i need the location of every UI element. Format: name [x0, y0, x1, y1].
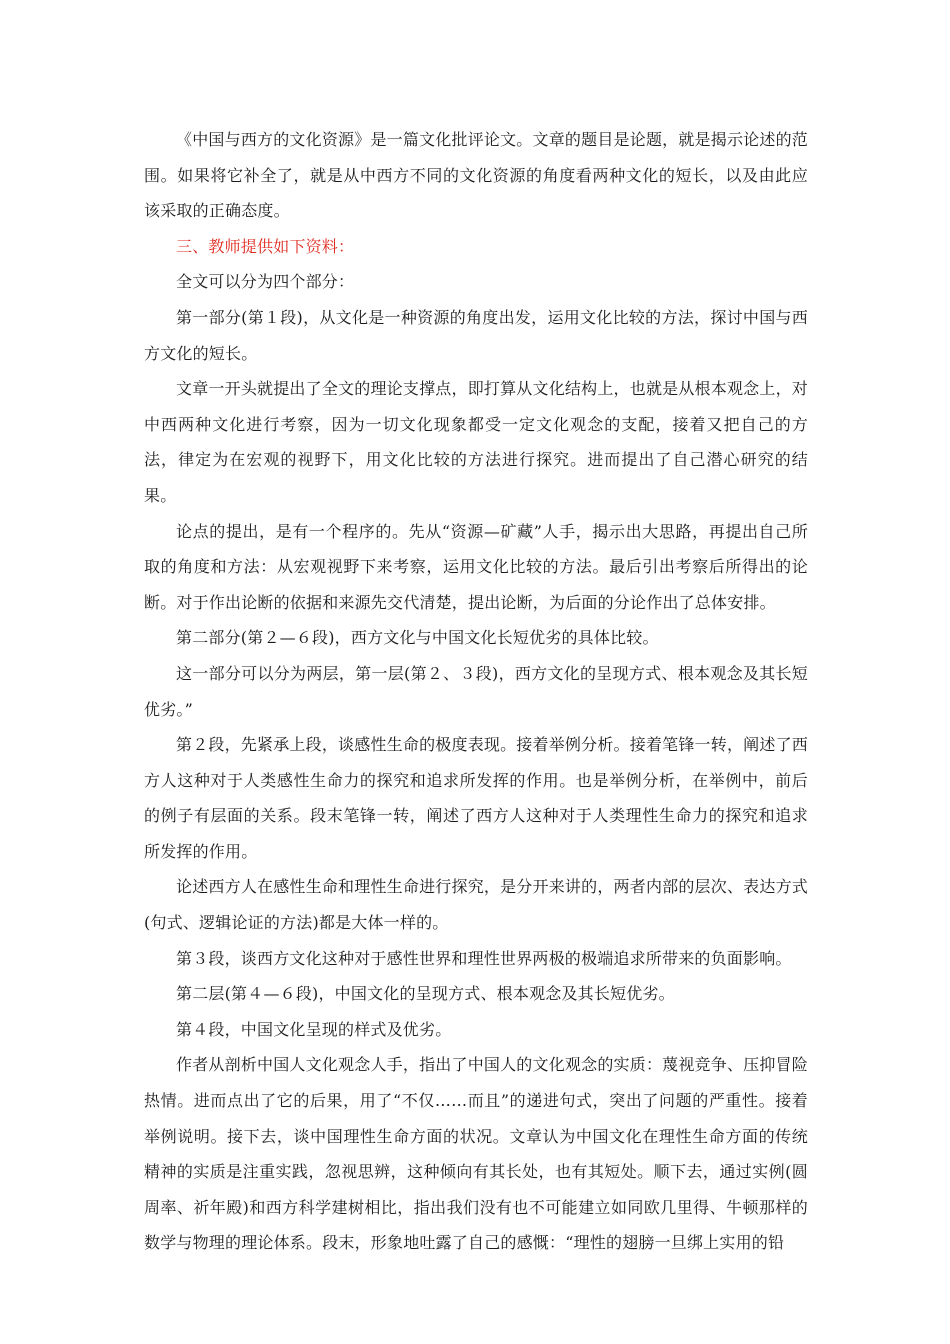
paragraph-section-two: 第２段，先紧承上段，谈感性生命的极度表现。接着举例分析。接着笔锋一转，阐述了西方人这种对于人类感性生命力的探究和追求所发挥的作用。也是举例分析，在举例中，前后的例子有层面的关系。段末笔锋一转，阐述了西方人这种对于人类理性生命力的探究和追求所发挥的作用。 — [144, 735, 808, 861]
paragraph-layer-one: 这一部分可以分为两层，第一层(第２、３段)，西方文化的呈现方式、根本观念及其长短优劣。” — [144, 663, 808, 719]
document-page — [144, 122, 808, 1261]
paragraph-part-one: 第一部分(第１段)，从文化是一种资源的角度出发，运用文化比较的方法，探讨中国与西方文化的短长。 — [144, 307, 808, 363]
paragraph-chinese-culture-analysis: 作者从剖析中国人文化观念人手，指出了中国人的文化观念的实质：蔑视竞争、压抑冒险热情。进而点出了它的后果，用了“不仅……而且”的递进句式，突出了问题的严重性。接着举例说明。接下去，谈中国理性生命方面的状况。文章认为中国文化在理性生命方面的传统精神的实质是注重实践，忽视思辨，这种倾向有其长处，也有其短处。顺下去，通过实例(圆周率、祈年殿)和西方科学建树相比，指出我们没有也不可能建立如同欧几里得、牛顿那样的数学与物理的理论体系。段末，形象地吐露了自己的感慨：“理性的翅膀一旦绑上实用的铅 — [144, 1055, 808, 1253]
paragraph-intro: 《中国与西方的文化资源》是一篇文化批评论文。文章的题目是论题，就是揭示论述的范围。如果将它补全了，就是从中西方不同的文化资源的角度看两种文化的短长，以及由此应该采取的正确态度。 — [144, 130, 808, 221]
paragraph-argument-procedure: 论点的提出，是有一个程序的。先从“资源—矿藏”人手，揭示出大思路，再提出自己所取的角度和方法：从宏观视野下来考察，运用文化比较的方法。最后引出考察后所得出的论断。对于作出论断的依据和来源先交代清楚，提出论断，为后面的分论作出了总体安排。 — [144, 521, 808, 612]
paragraph-opening-analysis: 文章一开头就提出了全文的理论支撑点，即打算从文化结构上，也就是从根本观念上，对中西两种文化进行考察，因为一切文化现象都受一定文化观念的支配，接着又把自己的方法，律定为在宏观的视野下，用文化比较的方法进行探究。进而提出了自己潜心研究的结果。 — [144, 379, 808, 505]
paragraph-part-two: 第二部分(第２—６段)，西方文化与中国文化长短优劣的具体比较。 — [176, 628, 659, 648]
section-heading-teacher-materials: 三、教师提供如下资料： — [176, 236, 355, 256]
paragraph-four-parts: 全文可以分为四个部分： — [176, 272, 355, 292]
paragraph-layer-two: 第二层(第４—６段)，中国文化的呈现方式、根本观念及其长短优劣。 — [176, 984, 675, 1004]
paragraph-section-three: 第３段，谈西方文化这种对于感性世界和理性世界两极的极端追求所带来的负面影响。 — [176, 948, 792, 968]
paragraph-section-four: 第４段，中国文化呈现的样式及优劣。 — [176, 1019, 452, 1039]
paragraph-western-exploration: 论述西方人在感性生命和理性生命进行探究，是分开来讲的，两者内部的层次、表达方式(句式、逻辑论证的方法)都是大体一样的。 — [144, 877, 808, 933]
